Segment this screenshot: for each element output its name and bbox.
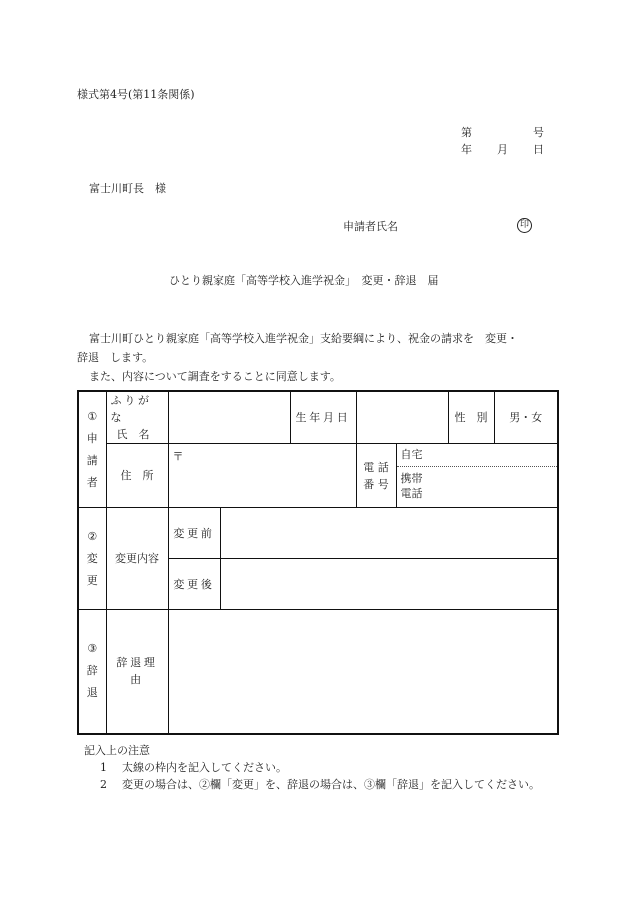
section-change-char: 更 — [86, 573, 98, 587]
notes-heading: 記入上の注意 — [84, 744, 150, 757]
phone-home-label: 自宅 — [400, 448, 423, 462]
date-year: 年 — [461, 143, 472, 156]
gender-label: 性 別 — [448, 391, 494, 444]
phone-label-line1: 電 話 — [363, 460, 389, 474]
date-month: 月 — [497, 143, 508, 156]
section-change-char: 変 — [86, 551, 98, 565]
change-after-label: 変更後 — [168, 559, 220, 610]
phone-home-input[interactable] — [397, 444, 558, 466]
form-number: 様式第4号(第11条関係) — [77, 88, 195, 101]
section-withdraw-char: 退 — [86, 686, 98, 700]
withdraw-reason-label: 辞退理由 — [106, 610, 168, 734]
phone-label-cell — [356, 444, 396, 508]
notes-item — [84, 759, 564, 776]
phone-input-cell — [396, 444, 558, 508]
date-day: 日 — [533, 143, 544, 156]
intro-line-1: 富士川町ひとり親家庭「高等学校入進学祝金」支給要綱により、祝金の請求を 変更・ — [89, 332, 518, 345]
change-before-input[interactable] — [220, 508, 558, 559]
notes-item-number: 1 — [100, 761, 107, 774]
birthdate-label: 生年月日 — [290, 391, 356, 444]
section-applicant-header — [78, 391, 106, 508]
notes-item-number: 2 — [100, 778, 107, 791]
gender-select[interactable]: 男・女 — [494, 391, 558, 444]
name-input[interactable] — [168, 391, 290, 444]
notes-item-text: 変更の場合は、②欄「変更」を、辞退の場合は、③欄「辞退」を記入してください。 — [122, 778, 540, 791]
document-title: ひとり親家庭「高等学校入進学祝金」 変更・辞退 届 — [169, 274, 439, 287]
phone-mobile-input[interactable] — [397, 466, 558, 507]
address-input[interactable] — [168, 444, 356, 508]
number-suffix: 号 — [533, 126, 544, 139]
notes-section — [84, 742, 564, 793]
birthdate-input[interactable] — [356, 391, 448, 444]
postal-mark: 〒 — [172, 450, 184, 464]
section-withdraw-header — [78, 610, 106, 734]
name-label: 氏 名 — [116, 428, 150, 442]
change-content-label: 変更内容 — [106, 508, 168, 610]
section-withdraw-num: ③ — [87, 642, 98, 656]
application-form-table — [77, 390, 559, 735]
change-before-label: 変更前 — [168, 508, 220, 559]
phone-mobile-label-2: 電話 — [400, 486, 423, 500]
seal-icon: 印 — [517, 218, 532, 233]
section-applicant-char: 申 — [86, 431, 98, 445]
addressee: 富士川町長 様 — [89, 182, 166, 195]
intro-line-3: また、内容について調査をすることに同意します。 — [89, 370, 341, 383]
seal-mark — [517, 217, 532, 233]
section-applicant-num: ① — [87, 409, 98, 423]
section-change-num: ② — [87, 529, 98, 543]
intro-line-2: 辞退 します。 — [77, 351, 154, 364]
change-after-input[interactable] — [220, 559, 558, 610]
name-label-cell — [106, 391, 168, 444]
phone-label-line2: 番 号 — [363, 477, 389, 491]
notes-item-text: 太線の枠内を記入してください。 — [122, 761, 287, 774]
furigana-label: ふりがな — [110, 394, 152, 425]
withdraw-reason-input[interactable] — [168, 610, 558, 734]
notes-item — [84, 776, 564, 793]
section-applicant-char: 者 — [86, 475, 98, 489]
section-applicant-char: 請 — [86, 453, 98, 467]
number-prefix: 第 — [461, 126, 472, 139]
section-withdraw-char: 辞 — [86, 664, 98, 678]
address-label: 住 所 — [106, 444, 168, 508]
phone-mobile-label-1: 携帯 — [400, 472, 423, 486]
section-change-header — [78, 508, 106, 610]
applicant-name-label: 申請者氏名 — [343, 220, 398, 233]
